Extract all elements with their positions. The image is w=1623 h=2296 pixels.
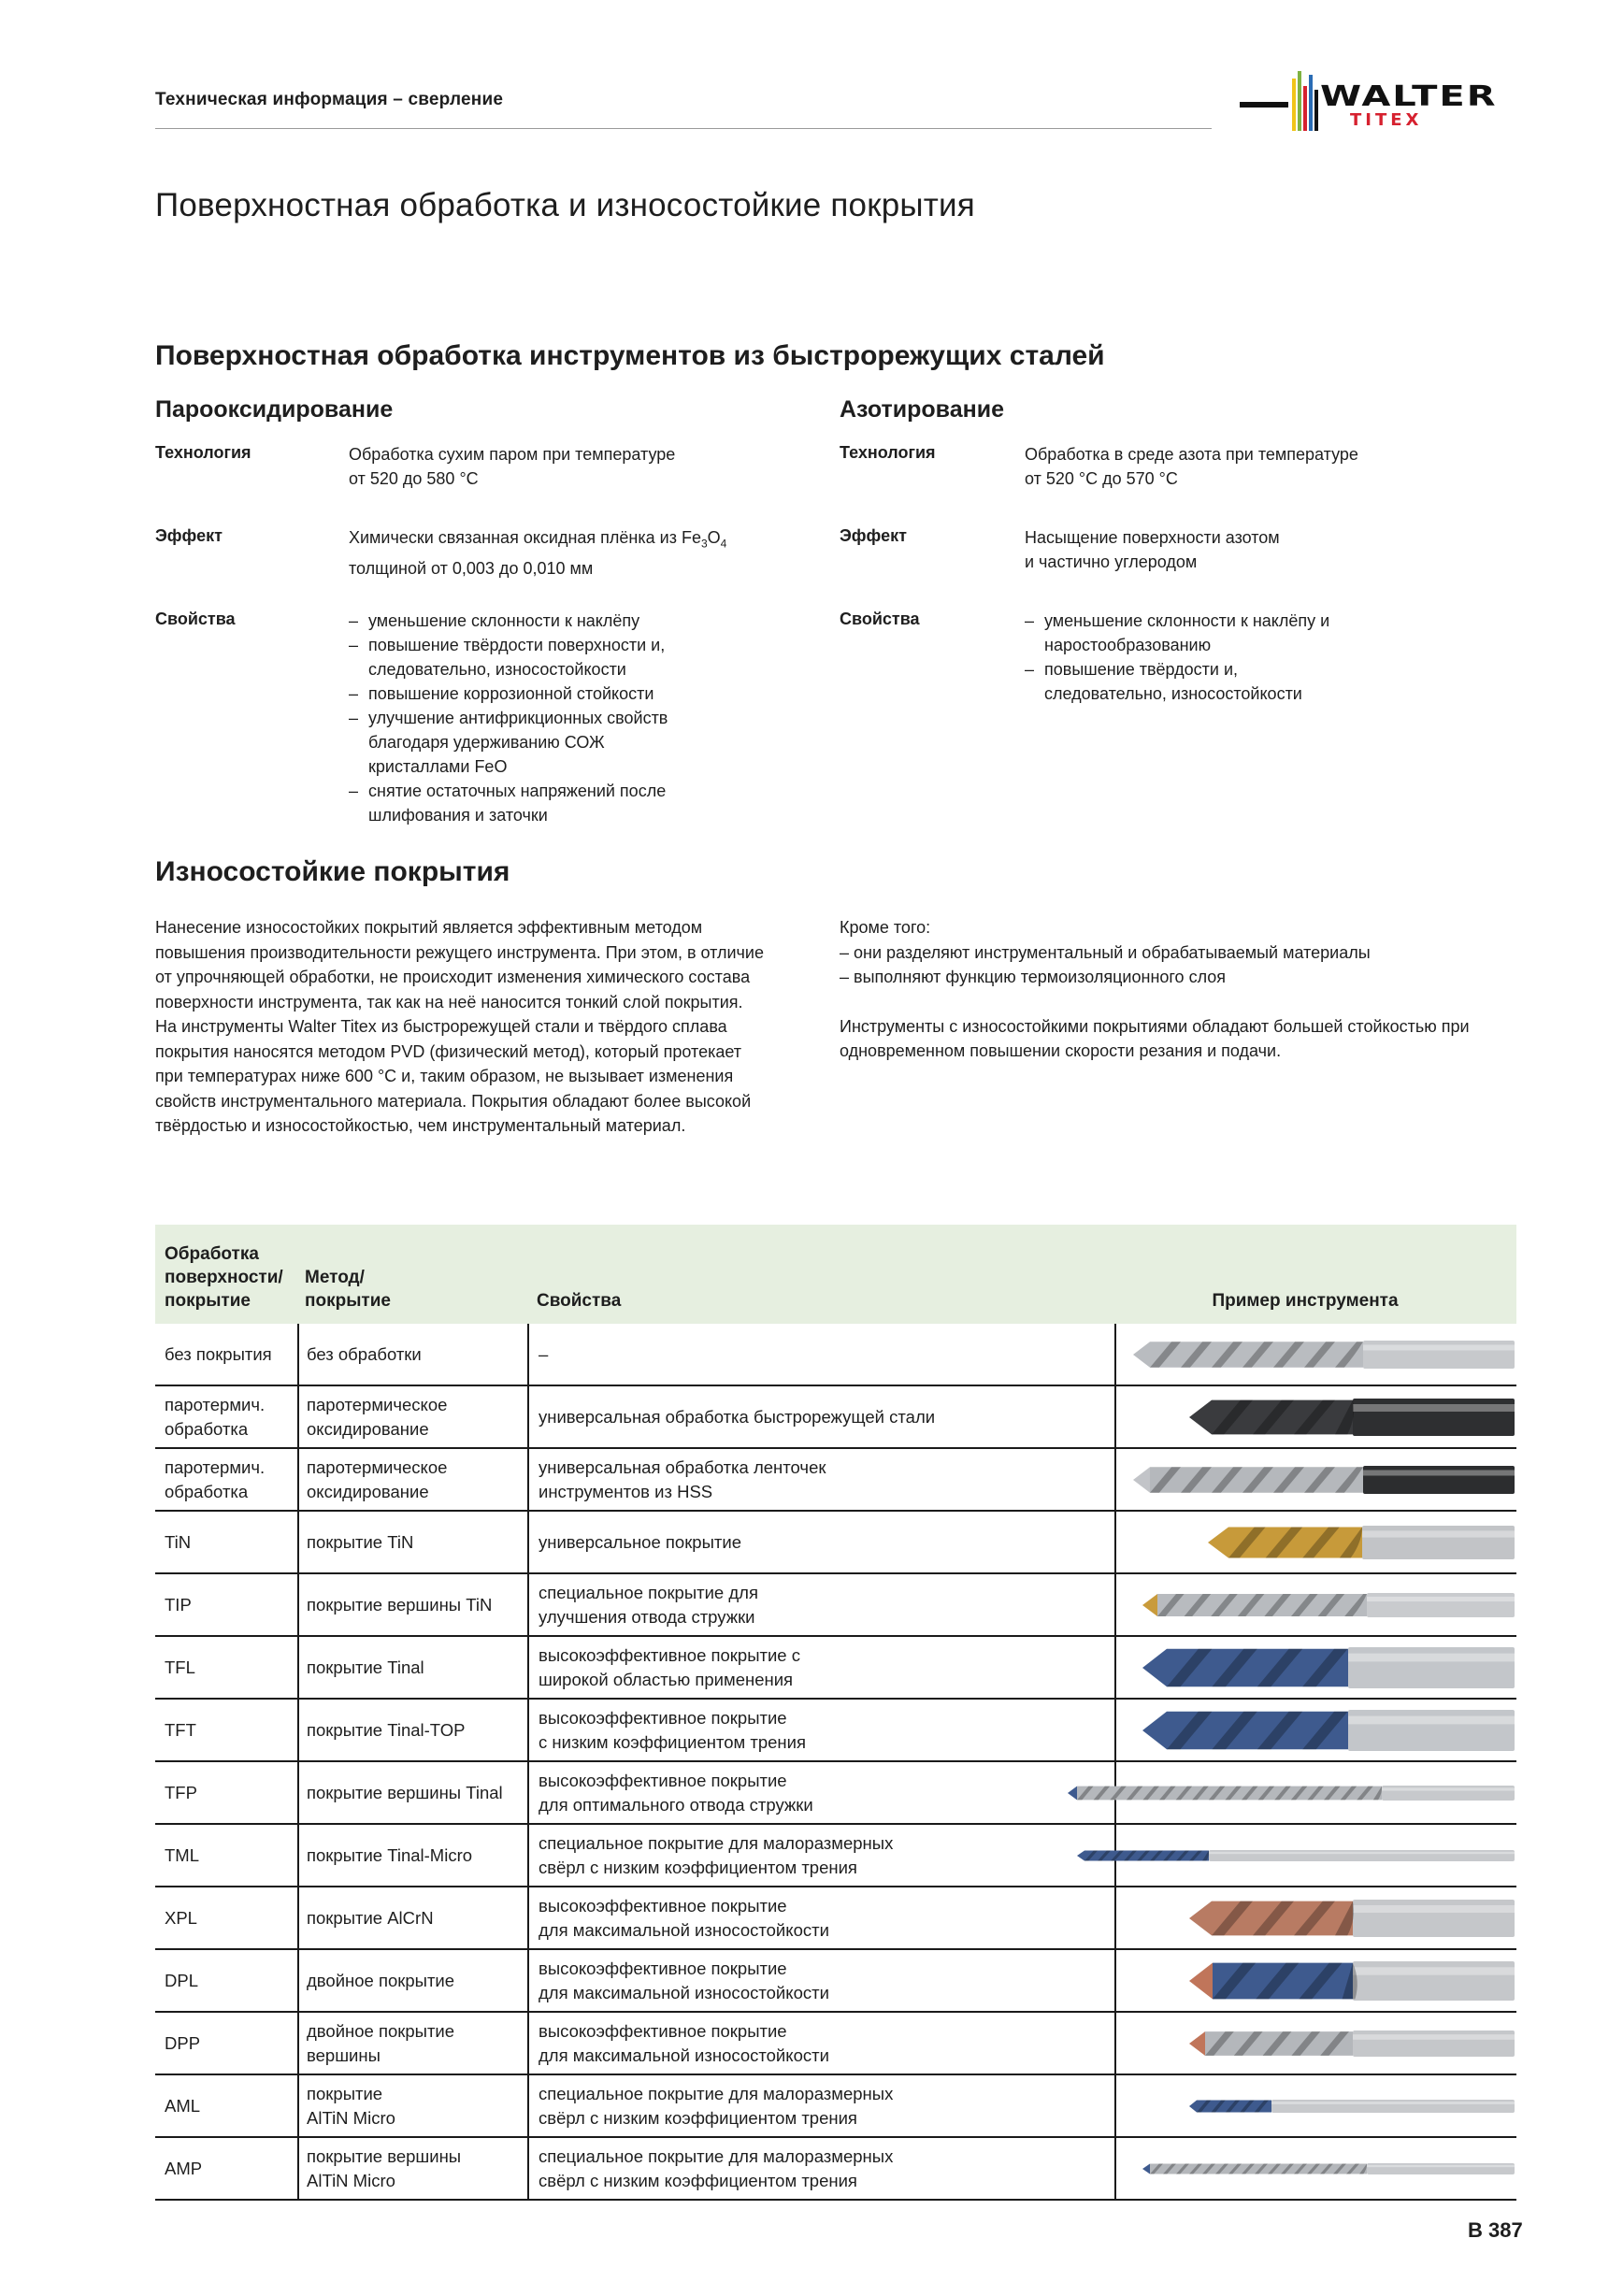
table-row	[155, 1512, 1516, 1574]
drill-highlight	[1362, 1530, 1515, 1537]
paragraph-line: Инструменты с износостойкими покрытиями обладают большей стойкостью при	[840, 1016, 1470, 1036]
cell-treatment-line: TML	[165, 1844, 199, 1865]
cell-properties	[527, 1386, 1116, 1447]
cell-method	[297, 1700, 529, 1760]
steam-props-label: Свойства	[155, 610, 236, 628]
cell-properties-line: специальное покрытие для малоразмерных	[539, 2083, 894, 2103]
cell-properties-line: свёрл с низким коэффициентом трения	[539, 2170, 857, 2190]
cell-properties-line: для максимальной износостойкости	[539, 1982, 829, 2002]
table-body	[155, 1324, 1516, 2201]
header-line: Обработка	[165, 1244, 259, 1264]
drill-image	[1189, 1898, 1516, 1939]
cell-treatment-text	[165, 1456, 265, 1504]
cell-properties-line: специальное покрытие для малоразмерных	[539, 2145, 894, 2166]
header-line: покрытие	[165, 1291, 251, 1311]
cell-properties	[527, 1324, 1116, 1385]
cell-properties-text	[539, 1456, 826, 1504]
cell-method-text	[307, 2145, 461, 2193]
steam-effect-line: толщиной от 0,003 до 0,010 мм	[349, 558, 594, 578]
subscript: 4	[720, 537, 727, 551]
drill-image	[1142, 2161, 1516, 2176]
cell-treatment-text	[165, 1342, 272, 1367]
cell-method	[297, 1950, 529, 2011]
cell-treatment	[165, 2013, 295, 2074]
cell-method-line: двойное покрытие	[307, 2020, 455, 2041]
cell-treatment-text	[165, 1718, 196, 1743]
cell-treatment-line: без покрытия	[165, 1343, 272, 1364]
paragraph-spacer	[840, 990, 1470, 1014]
cell-properties-line: инструментов из HSS	[539, 1481, 713, 1501]
cell-properties-line: универсальное покрытие	[539, 1531, 741, 1552]
cell-treatment-line: AMP	[165, 2158, 203, 2178]
cell-treatment-line: TFL	[165, 1657, 195, 1677]
cell-properties	[527, 2075, 1116, 2136]
steam-prop-item: – снятие остаточных напряжений после шлифования и заточки	[349, 779, 699, 827]
drill-highlight	[1348, 1715, 1515, 1724]
cell-method-line: двойное покрытие	[307, 1970, 455, 1990]
nitriding-tech-label: Технология	[840, 443, 936, 462]
table-row	[155, 1637, 1516, 1700]
cell-properties-text	[539, 1405, 935, 1429]
drill-image	[1189, 2029, 1516, 2059]
cell-method-line: покрытие	[307, 2083, 383, 2103]
steam-prop-item: – повышение твёрдости поверхности и, следовательно, износостойкости	[349, 633, 699, 682]
drill-image	[1189, 1397, 1516, 1438]
running-header: Техническая информация – сверление	[155, 90, 504, 109]
cell-properties-text	[539, 2145, 893, 2193]
cell-properties-text	[539, 1581, 758, 1629]
steam-tech-label: Технология	[155, 443, 251, 462]
logo-subtitle: TITEX	[1350, 110, 1423, 130]
cell-properties-line: с низким коэффициентом трения	[539, 1731, 806, 1752]
paragraph-line: Кроме того:	[840, 918, 931, 937]
cell-properties	[527, 1825, 1116, 1886]
cell-example	[1114, 1762, 1516, 1823]
table-row	[155, 1887, 1516, 1950]
cell-properties-text	[539, 1769, 813, 1817]
cell-example	[1114, 1512, 1516, 1572]
nitriding-prop-item: – уменьшение склонности к наклёпу и наростообразованию	[1025, 609, 1361, 657]
cell-example	[1114, 1324, 1516, 1385]
cell-properties-line: широкой областью применения	[539, 1669, 794, 1689]
steam-props-list	[349, 609, 699, 827]
cell-method	[297, 2013, 529, 2074]
cell-method	[297, 1825, 529, 1886]
cell-treatment	[165, 1762, 295, 1823]
cell-properties	[527, 1449, 1116, 1510]
cell-treatment-text	[165, 1906, 197, 1930]
steam-effect-label: Эффект	[155, 526, 223, 545]
steam-tech-text	[349, 442, 675, 491]
cell-treatment	[165, 2075, 295, 2136]
cell-example	[1114, 2013, 1516, 2074]
cell-properties-line: свёрл с низким коэффициентом трения	[539, 1857, 857, 1877]
drill-tip	[1142, 1594, 1157, 1616]
drill-highlight	[1363, 1344, 1515, 1350]
cell-treatment-text	[165, 1530, 191, 1555]
cell-properties-line: улучшения отвода стружки	[539, 1606, 755, 1627]
steam-prop-item: – уменьшение склонности к наклёпу	[349, 609, 699, 633]
cell-treatment	[165, 1950, 295, 2011]
cell-properties	[527, 1574, 1116, 1635]
cell-method-line: покрытие вершины Tinal	[307, 1782, 503, 1802]
paragraph-line: свойств инструментального материала. Покрытия обладают более высокой	[155, 1091, 752, 1111]
paragraph-list-item: – выполняют функцию термоизоляционного слоя	[840, 968, 1227, 986]
cell-treatment-line: TIP	[165, 1594, 192, 1614]
cell-properties-text	[539, 1706, 806, 1755]
cell-method	[297, 1762, 529, 1823]
cell-method-line: вершины	[307, 2045, 381, 2065]
cell-properties-text	[539, 1342, 548, 1367]
drill-tip	[1189, 1399, 1212, 1434]
cell-method-text	[307, 1456, 447, 1504]
nitriding-heading: Азотирование	[840, 396, 1004, 423]
steam-tech-line: от 520 до 580 °C	[349, 469, 479, 488]
nitriding-effect-line: Насыщение поверхности азотом	[1025, 528, 1280, 547]
steam-effect-text	[349, 525, 726, 581]
drill-tip	[1133, 1467, 1150, 1493]
cell-treatment-line: обработка	[165, 1418, 249, 1439]
paragraph-line: На инструменты Walter Titex из быстрорежущей стали и твёрдого сплава	[155, 1017, 727, 1036]
cell-method-line: покрытие TiN	[307, 1531, 414, 1552]
cell-treatment-line: AML	[165, 2095, 201, 2116]
cell-properties	[527, 1700, 1116, 1760]
cell-example	[1114, 1950, 1516, 2011]
cell-treatment-text	[165, 2031, 200, 2056]
cell-properties-line: высокоэффективное покрытие с	[539, 1644, 800, 1665]
drill-image	[1189, 2098, 1516, 2115]
drill-image	[1189, 1959, 1516, 2002]
drill-highlight	[1353, 1905, 1515, 1913]
walter-titex-logo	[1230, 64, 1511, 131]
coatings-right-paragraph	[840, 915, 1470, 1064]
cell-properties	[527, 2013, 1116, 2074]
cell-properties	[527, 1637, 1116, 1698]
cell-method-line: паротермическое	[307, 1394, 448, 1414]
cell-method-line: покрытие Tinal-Micro	[307, 1844, 473, 1865]
page-title: Поверхностная обработка и износостойкие покрытия	[155, 187, 975, 223]
drill-image	[1077, 1848, 1516, 1863]
cell-properties-line: высокоэффективное покрытие	[539, 1958, 787, 1978]
cell-treatment-text	[165, 1393, 265, 1442]
drill-highlight	[1348, 1653, 1515, 1661]
drill-image	[1142, 1591, 1516, 1619]
cell-example	[1114, 1449, 1516, 1510]
drill-tip	[1189, 1962, 1213, 1999]
cell-method	[297, 1887, 529, 1948]
cell-method-text	[307, 1781, 503, 1805]
hss-heading: Поверхностная обработка инструментов из быстрорежущих сталей	[155, 340, 1105, 371]
paragraph-list-item: – они разделяют инструментальный и обрабатываемый материалы	[840, 942, 1371, 962]
cell-example	[1114, 2075, 1516, 2136]
logo-bar	[1240, 102, 1288, 108]
nitriding-tech-text	[1025, 442, 1358, 491]
cell-method	[297, 1637, 529, 1698]
drill-image	[1208, 1524, 1516, 1561]
cell-method-text	[307, 1593, 492, 1617]
cell-properties-line: для максимальной износостойкости	[539, 2045, 829, 2065]
cell-example	[1114, 1386, 1516, 1447]
cell-properties-line: универсальная обработка ленточек	[539, 1457, 826, 1477]
effect-text: Химически связанная оксидная плёнка из Fe	[349, 528, 701, 547]
cell-properties-line: специальное покрытие для малоразмерных	[539, 1832, 894, 1853]
cell-method	[297, 2138, 529, 2199]
steam-prop-item: – повышение коррозионной стойкости	[349, 682, 699, 706]
cell-properties-text	[539, 2019, 829, 2068]
cell-treatment-line: TFT	[165, 1719, 196, 1740]
drill-image	[1133, 1464, 1516, 1496]
coatings-heading: Износостойкие покрытия	[155, 856, 510, 887]
cell-method-text	[307, 1844, 472, 1868]
cell-treatment-line: XPL	[165, 1907, 197, 1928]
cell-properties-line: универсальная обработка быстрорежущей стали	[539, 1406, 936, 1427]
cell-method-line: без обработки	[307, 1343, 422, 1364]
header-properties: Свойства	[537, 1291, 622, 1311]
cell-treatment	[165, 1386, 295, 1447]
drill-tip	[1077, 1850, 1084, 1860]
header-line: Метод/	[305, 1268, 365, 1287]
cell-method-line: покрытие Tinal	[307, 1657, 424, 1677]
paragraph-line: поверхности инструмента, так как на неё наносится тонкий слой покрытия.	[155, 992, 743, 1012]
cell-treatment-line: TiN	[165, 1531, 192, 1552]
cell-properties-line: для оптимального отвода стружки	[539, 1794, 813, 1815]
table-row	[155, 1324, 1516, 1386]
nitriding-effect-label: Эффект	[840, 526, 907, 545]
cell-treatment	[165, 1700, 295, 1760]
cell-treatment-line: TFP	[165, 1782, 197, 1802]
drill-highlight	[1209, 1851, 1515, 1853]
table-row	[155, 1825, 1516, 1887]
coatings-left-paragraph	[155, 915, 764, 1139]
drill-shank	[1348, 1647, 1515, 1688]
nitriding-tech-line: от 520 °C до 570 °C	[1025, 469, 1178, 488]
cell-treatment-text	[165, 1969, 198, 1993]
nitriding-effect-line: и частично углеродом	[1025, 552, 1198, 571]
cell-method-text	[307, 1393, 447, 1442]
drill-highlight	[1353, 1967, 1515, 1974]
cell-method-text	[307, 2019, 454, 2068]
cell-properties-text	[539, 1530, 741, 1555]
drill-tip	[1068, 1786, 1077, 1800]
drill-tip	[1142, 1648, 1167, 1686]
cell-treatment-line: паротермич.	[165, 1394, 266, 1414]
cell-method-text	[307, 1656, 424, 1680]
header-example: Пример инструмента	[1212, 1291, 1399, 1311]
cell-treatment	[165, 1324, 295, 1385]
header-method	[305, 1266, 391, 1313]
drill-image	[1068, 1784, 1516, 1802]
cell-example	[1114, 2138, 1516, 2199]
header-divider	[155, 128, 1212, 129]
header-treatment	[165, 1242, 283, 1313]
cell-treatment-text	[165, 1593, 192, 1617]
cell-treatment-text	[165, 2157, 202, 2181]
cell-properties-text	[539, 2082, 893, 2131]
drill-highlight	[1367, 2164, 1515, 2166]
drill-highlight	[1271, 2102, 1515, 2104]
cell-example	[1114, 1700, 1516, 1760]
cell-method-line: паротермическое	[307, 1457, 448, 1477]
cell-method	[297, 1324, 529, 1385]
steam-prop-item: – улучшение антифрикционных свойств благодаря удерживанию СОЖ кристаллами FeO	[349, 706, 699, 779]
cell-method	[297, 1449, 529, 1510]
cell-treatment-text	[165, 1656, 195, 1680]
drill-highlight	[1382, 1787, 1515, 1790]
cell-method-line: оксидирование	[307, 1481, 429, 1501]
cell-treatment	[165, 1637, 295, 1698]
cell-method	[297, 1386, 529, 1447]
drill-highlight	[1367, 1596, 1515, 1600]
drill-highlight	[1353, 1404, 1515, 1412]
cell-treatment	[165, 1512, 295, 1572]
cell-method-text	[307, 1969, 454, 1993]
header-line: покрытие	[305, 1291, 391, 1311]
cell-method-line: покрытие вершины TiN	[307, 1594, 493, 1614]
paragraph-line: от упрочняющей обработки, не происходит изменения химического состава	[155, 968, 751, 986]
paragraph-line: повышения производительности режущего инструмента. При этом, в отличие	[155, 942, 764, 962]
cell-treatment-line: DPL	[165, 1970, 198, 1990]
nitriding-effect-text	[1025, 525, 1280, 574]
drill-tip	[1208, 1527, 1228, 1557]
table-row	[155, 1386, 1516, 1449]
cell-method-line: покрытие AlCrN	[307, 1907, 434, 1928]
table-header	[155, 1225, 1516, 1324]
drill-tip	[1189, 1901, 1212, 1935]
drill-image	[1142, 1708, 1516, 1753]
table-row	[155, 1700, 1516, 1762]
effect-text: O	[707, 528, 721, 547]
nitriding-prop-item: – повышение твёрдости и, следовательно, износостойкости	[1025, 657, 1361, 706]
cell-properties-line: высокоэффективное покрытие	[539, 2020, 787, 2041]
cell-properties-line: для максимальной износостойкости	[539, 1919, 829, 1940]
cell-treatment-text	[165, 1781, 197, 1805]
cell-treatment-text	[165, 1844, 199, 1868]
paragraph-line: одновременном повышении скорости резания и подачи.	[840, 1041, 1282, 1060]
cell-treatment	[165, 1887, 295, 1948]
table-row	[155, 1762, 1516, 1825]
cell-method-text	[307, 1906, 434, 1930]
cell-method-text	[307, 1342, 422, 1367]
cell-method-line: AlTiN Micro	[307, 2170, 395, 2190]
table-row	[155, 1950, 1516, 2013]
cell-properties-line: высокоэффективное покрытие	[539, 1895, 787, 1916]
table-row	[155, 1574, 1516, 1637]
drill-tip	[1142, 2163, 1150, 2174]
table-row	[155, 1449, 1516, 1512]
cell-method	[297, 1512, 529, 1572]
cell-treatment	[165, 1825, 295, 1886]
logo-wordmark: WALTER	[1320, 79, 1498, 113]
drill-shank	[1353, 2031, 1515, 2057]
cell-method	[297, 2075, 529, 2136]
cell-method-line: покрытие Tinal-TOP	[307, 1719, 466, 1740]
cell-example	[1114, 1574, 1516, 1635]
cell-properties-text	[539, 1894, 829, 1943]
drill-tip	[1189, 2031, 1205, 2056]
cell-method	[297, 1574, 529, 1635]
cell-properties-line: –	[539, 1343, 549, 1364]
header-line: поверхности/	[165, 1268, 283, 1287]
cell-treatment	[165, 1574, 295, 1635]
cell-properties-line: высокоэффективное покрытие	[539, 1770, 787, 1790]
subscript: 3	[700, 537, 708, 551]
cell-properties-line: свёрл с низким коэффициентом трения	[539, 2107, 857, 2128]
drill-shank	[1348, 1710, 1515, 1751]
cell-treatment	[165, 2138, 295, 2199]
cell-properties-line: высокоэффективное покрытие	[539, 1707, 787, 1728]
cell-treatment-line: обработка	[165, 1481, 249, 1501]
cell-example	[1114, 1637, 1516, 1698]
steam-effect-formula	[349, 525, 726, 556]
drill-image	[1142, 1645, 1516, 1690]
steam-heading: Парооксидирование	[155, 396, 394, 423]
nitriding-tech-line: Обработка в среде азота при температуре	[1025, 445, 1358, 464]
paragraph-line: Нанесение износостойких покрытий является эффективным методом	[155, 918, 703, 937]
table-row	[155, 2075, 1516, 2138]
cell-properties-text	[539, 1831, 893, 1880]
drill-tip	[1189, 2100, 1197, 2112]
drill-tip	[1133, 1342, 1150, 1368]
cell-treatment-line: паротермич.	[165, 1457, 266, 1477]
cell-method-line: покрытие вершины	[307, 2145, 462, 2166]
cell-properties-text	[539, 1643, 800, 1692]
table-row	[155, 2013, 1516, 2075]
cell-properties	[527, 2138, 1116, 2199]
cell-properties	[527, 1762, 1116, 1823]
cell-properties-text	[539, 1957, 829, 2005]
steam-tech-line: Обработка сухим паром при температуре	[349, 445, 676, 464]
nitriding-props-label: Свойства	[840, 610, 920, 628]
cell-treatment-line: DPP	[165, 2032, 201, 2053]
drill-tip	[1142, 1711, 1167, 1748]
cell-treatment	[165, 1449, 295, 1510]
page-number: B 387	[1468, 2218, 1523, 2242]
cell-properties-line: специальное покрытие для	[539, 1582, 758, 1602]
cell-treatment-text	[165, 2094, 200, 2118]
cell-properties	[527, 1887, 1116, 1948]
drill-highlight	[1363, 1470, 1515, 1475]
cell-method-text	[307, 2082, 395, 2131]
coatings-table	[155, 1225, 1516, 2201]
cell-method-line: AlTiN Micro	[307, 2107, 395, 2128]
cell-example	[1114, 1825, 1516, 1886]
cell-properties	[527, 1950, 1116, 2011]
drill-highlight	[1353, 2034, 1515, 2040]
cell-method-line: оксидирование	[307, 1418, 429, 1439]
cell-example	[1114, 1887, 1516, 1948]
drill-image	[1133, 1339, 1516, 1370]
cell-method-text	[307, 1718, 466, 1743]
table-row	[155, 2138, 1516, 2201]
paragraph-line: покрытия наносятся методом PVD (физический метод), который протекает	[155, 1041, 742, 1061]
paragraph-line: при температурах ниже 600 °C и, таким образом, не вызывает изменения	[155, 1067, 734, 1085]
nitriding-props-list	[1025, 609, 1361, 706]
paragraph-line: твёрдостью и износостойкостью, чем инструментальный материал.	[155, 1116, 686, 1135]
cell-properties	[527, 1512, 1116, 1572]
cell-method-text	[307, 1530, 413, 1555]
